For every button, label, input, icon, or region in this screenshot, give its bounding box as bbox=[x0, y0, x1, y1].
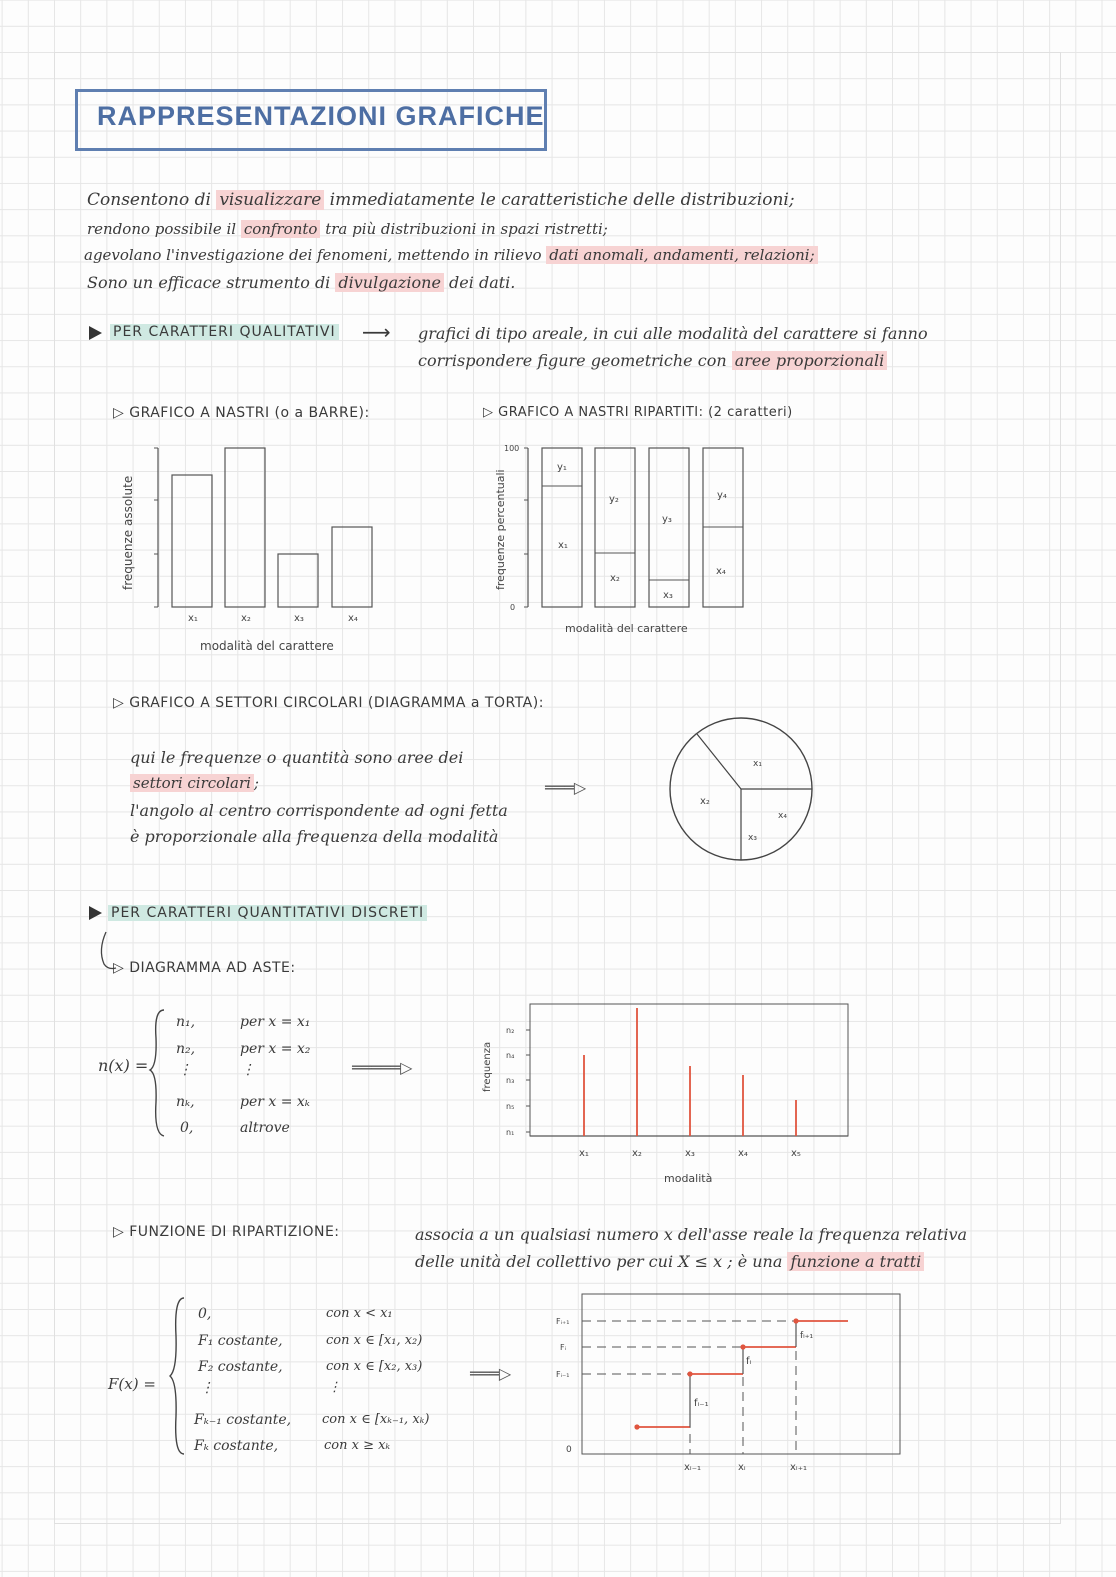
stack-bar-3 bbox=[649, 448, 689, 607]
stem-ytick-label: n₃ bbox=[506, 1076, 515, 1085]
bar-chart-xlabel: modalità del carattere bbox=[200, 639, 334, 653]
aste-lhs: n(x) = bbox=[98, 1056, 149, 1075]
highlight-aree-proporzionali: aree proporzionali bbox=[732, 351, 888, 370]
pie-label-x1: x₁ bbox=[753, 759, 762, 769]
stem-ytick-label: n₅ bbox=[506, 1102, 515, 1111]
pie-label-x2: x₂ bbox=[700, 796, 710, 807]
aste-row-c: altrove bbox=[240, 1120, 290, 1136]
highlight-divulgazione: divulgazione bbox=[335, 273, 444, 292]
nastri-heading: ▷ GRAFICO A NASTRI (o a BARRE): bbox=[113, 405, 370, 421]
stacked-ylabel: frequenze percentuali bbox=[494, 469, 507, 590]
aste-row-v: nₖ, bbox=[176, 1094, 195, 1110]
aste-row-v: n₂, bbox=[176, 1041, 196, 1057]
aste-row-c: ⋮ bbox=[241, 1062, 255, 1078]
label-y4: y₄ bbox=[717, 490, 727, 501]
ytick-0: 0 bbox=[510, 603, 516, 612]
stem-ytick-label: n₁ bbox=[506, 1128, 515, 1137]
label-x2: x₂ bbox=[610, 573, 620, 584]
bar-x1 bbox=[172, 475, 212, 607]
label-x4: x₄ bbox=[716, 566, 726, 577]
torta-text-3: l'angolo al centro corrispondente ad ogni fetta bbox=[130, 801, 508, 820]
step-function-chart bbox=[548, 1290, 908, 1490]
pie-chart bbox=[668, 712, 828, 872]
bullet-triangle-icon bbox=[89, 906, 102, 920]
step-point bbox=[793, 1318, 798, 1323]
tick-x4: x₄ bbox=[348, 613, 358, 624]
ytick-Fi+1: Fᵢ₊₁ bbox=[556, 1317, 570, 1326]
rip-row-v: 0, bbox=[198, 1306, 212, 1322]
stem-xtick-label: x₃ bbox=[685, 1148, 695, 1159]
stem-chart bbox=[478, 1000, 858, 1190]
rip-row-c: con x ≥ xₖ bbox=[324, 1438, 391, 1453]
pie-label-x3: x₃ bbox=[748, 833, 757, 843]
torta-heading: ▷ GRAFICO A SETTORI CIRCOLARI (DIAGRAMMA a TORTA): bbox=[113, 695, 544, 711]
tick-x3: x₃ bbox=[294, 613, 304, 624]
label-x1: x₁ bbox=[558, 540, 568, 551]
highlight-visualizzare: visualizzare bbox=[216, 190, 324, 210]
ripartizione-desc-2: delle unità del collettivo per cui X ≤ x ; è una funzione a tratti bbox=[415, 1252, 924, 1271]
intro-line-4: Sono un efficace strumento di divulgazione dei dati. bbox=[87, 273, 516, 292]
jump-label-fi: fᵢ bbox=[746, 1356, 752, 1367]
jump-label-fi+1: fᵢ₊₁ bbox=[800, 1331, 814, 1341]
torta-text-4: è proporzionale alla frequenza della modalità bbox=[130, 827, 499, 846]
brace bbox=[168, 1296, 188, 1456]
stem-xtick-label: x₄ bbox=[738, 1148, 748, 1159]
rip-row-c: ⋮ bbox=[328, 1380, 341, 1395]
aste-row-c: per x = xₖ bbox=[240, 1094, 310, 1110]
stem-xtick-label: x₁ bbox=[579, 1148, 589, 1159]
step-point bbox=[634, 1424, 639, 1429]
stacked-xlabel: modalità del carattere bbox=[565, 622, 688, 635]
ytick-Fi-1: Fᵢ₋₁ bbox=[556, 1370, 570, 1379]
bar-chart-ylabel: frequenze assolute bbox=[121, 475, 135, 590]
intro-line-2: rendono possibile il confronto tra più distribuzioni in spazi ristretti; bbox=[87, 220, 608, 238]
stem-xtick-label: x₅ bbox=[791, 1148, 801, 1159]
rip-row-v: Fₖ costante, bbox=[194, 1438, 279, 1454]
step-point bbox=[740, 1344, 745, 1349]
aste-row-c: per x = x₂ bbox=[240, 1041, 311, 1057]
aste-row-v: 0, bbox=[180, 1120, 194, 1136]
bar-x4 bbox=[332, 527, 372, 607]
rip-row-c: con x < x₁ bbox=[326, 1306, 393, 1321]
rip-row-c: con x ∈ [x₂, x₃) bbox=[326, 1359, 423, 1374]
qualitativi-desc-1: grafici di tipo areale, in cui alle modalità del carattere si fanno bbox=[418, 324, 928, 343]
highlight-dati-anomali: dati anomali, andamenti, relazioni; bbox=[546, 246, 817, 264]
ytick-0: 0 bbox=[566, 1445, 572, 1455]
aste-row-v: ⋮ bbox=[178, 1062, 192, 1078]
stem-ytick-label: n₂ bbox=[506, 1026, 515, 1035]
xtick-xi: xᵢ bbox=[738, 1462, 746, 1473]
section-quantitativi-heading: PER CARATTERI QUANTITATIVI DISCRETI bbox=[108, 905, 427, 921]
intro-line-3: agevolano l'investigazione dei fenomeni, mettendo in rilievo dati anomali, andamenti, relazioni; bbox=[84, 246, 818, 264]
stem-plot-frame bbox=[530, 1004, 848, 1136]
stem-y-ticks bbox=[506, 1026, 530, 1137]
torta-text-2: settori circolari ; bbox=[130, 774, 259, 792]
ripartizione-heading: ▷ FUNZIONE DI RIPARTIZIONE: bbox=[113, 1224, 340, 1240]
bullet-triangle-icon bbox=[89, 326, 102, 340]
stem-ylabel: frequenza bbox=[482, 1041, 493, 1092]
label-y3: y₃ bbox=[662, 514, 672, 525]
ytick-100: 100 bbox=[504, 444, 520, 453]
ripartiti-heading: ▷ GRAFICO A NASTRI RIPARTITI: (2 caratteri) bbox=[483, 405, 793, 420]
rip-row-c: con x ∈ [x₁, x₂) bbox=[326, 1333, 423, 1348]
brace bbox=[148, 1008, 168, 1138]
label-y1: y₁ bbox=[557, 462, 567, 473]
rip-row-c: con x ∈ [xₖ₋₁, xₖ) bbox=[322, 1412, 430, 1427]
stem-xlabel: modalità bbox=[664, 1172, 713, 1185]
tick-x2: x₂ bbox=[241, 613, 251, 624]
aste-heading: ▷ DIAGRAMMA AD ASTE: bbox=[113, 960, 296, 976]
torta-text-1: qui le frequenze o quantità sono aree dei bbox=[130, 748, 464, 767]
section-qualitativi-heading: PER CARATTERI QUALITATIVI bbox=[110, 324, 339, 340]
jump-label-fi-1: fᵢ₋₁ bbox=[694, 1398, 709, 1409]
torta-arrow-icon: ═══▷ bbox=[545, 778, 587, 797]
rip-row-v: F₂ costante, bbox=[198, 1359, 283, 1375]
bar-x3 bbox=[278, 554, 318, 607]
highlight-confronto: confronto bbox=[241, 220, 321, 238]
ripartizione-lhs: F(x) = bbox=[108, 1375, 156, 1393]
highlight-settori-circolari: settori circolari bbox=[130, 774, 254, 792]
ripartizione-arrow-icon: ═══▷ bbox=[470, 1364, 512, 1383]
tick-x1: x₁ bbox=[188, 613, 198, 624]
xtick-xi-1: xᵢ₋₁ bbox=[684, 1462, 701, 1473]
pie-label-x4: x₄ bbox=[778, 811, 787, 821]
rip-row-v: ⋮ bbox=[200, 1380, 214, 1396]
intro-line-1: Consentono di visualizzare immediatamente le caratteristiche delle distribuzioni; bbox=[87, 190, 795, 210]
stacked-bar-chart bbox=[490, 440, 770, 650]
aste-arrow-icon: ═════▷ bbox=[352, 1058, 413, 1077]
rip-row-v: F₁ costante, bbox=[198, 1333, 283, 1349]
rip-row-v: Fₖ₋₁ costante, bbox=[194, 1412, 292, 1428]
label-x3: x₃ bbox=[663, 590, 673, 601]
aste-row-c: per x = x₁ bbox=[240, 1014, 311, 1030]
highlight-funzione-a-tratti: funzione a tratti bbox=[787, 1252, 924, 1271]
page-title: RAPPRESENTAZIONI GRAFICHE bbox=[97, 101, 545, 131]
stem-ytick-label: n₄ bbox=[506, 1051, 515, 1060]
bar-chart bbox=[110, 430, 410, 660]
aste-row-v: n₁, bbox=[176, 1014, 196, 1030]
stem-xtick-label: x₂ bbox=[632, 1148, 642, 1159]
pie-slice-edge bbox=[697, 734, 741, 789]
label-y2: y₂ bbox=[609, 494, 619, 505]
ripartizione-desc-1: associa a un qualsiasi numero x dell'asse reale la frequenza relativa bbox=[415, 1225, 968, 1244]
ytick-Fi: Fᵢ bbox=[560, 1343, 567, 1352]
arrow-icon: ⟶ bbox=[362, 320, 391, 344]
bar-x2 bbox=[225, 448, 265, 607]
step-point bbox=[687, 1371, 692, 1376]
qualitativi-desc-2: corrispondere figure geometriche con aree proporzionali bbox=[418, 351, 887, 370]
xtick-xi+1: xᵢ₊₁ bbox=[790, 1462, 807, 1473]
